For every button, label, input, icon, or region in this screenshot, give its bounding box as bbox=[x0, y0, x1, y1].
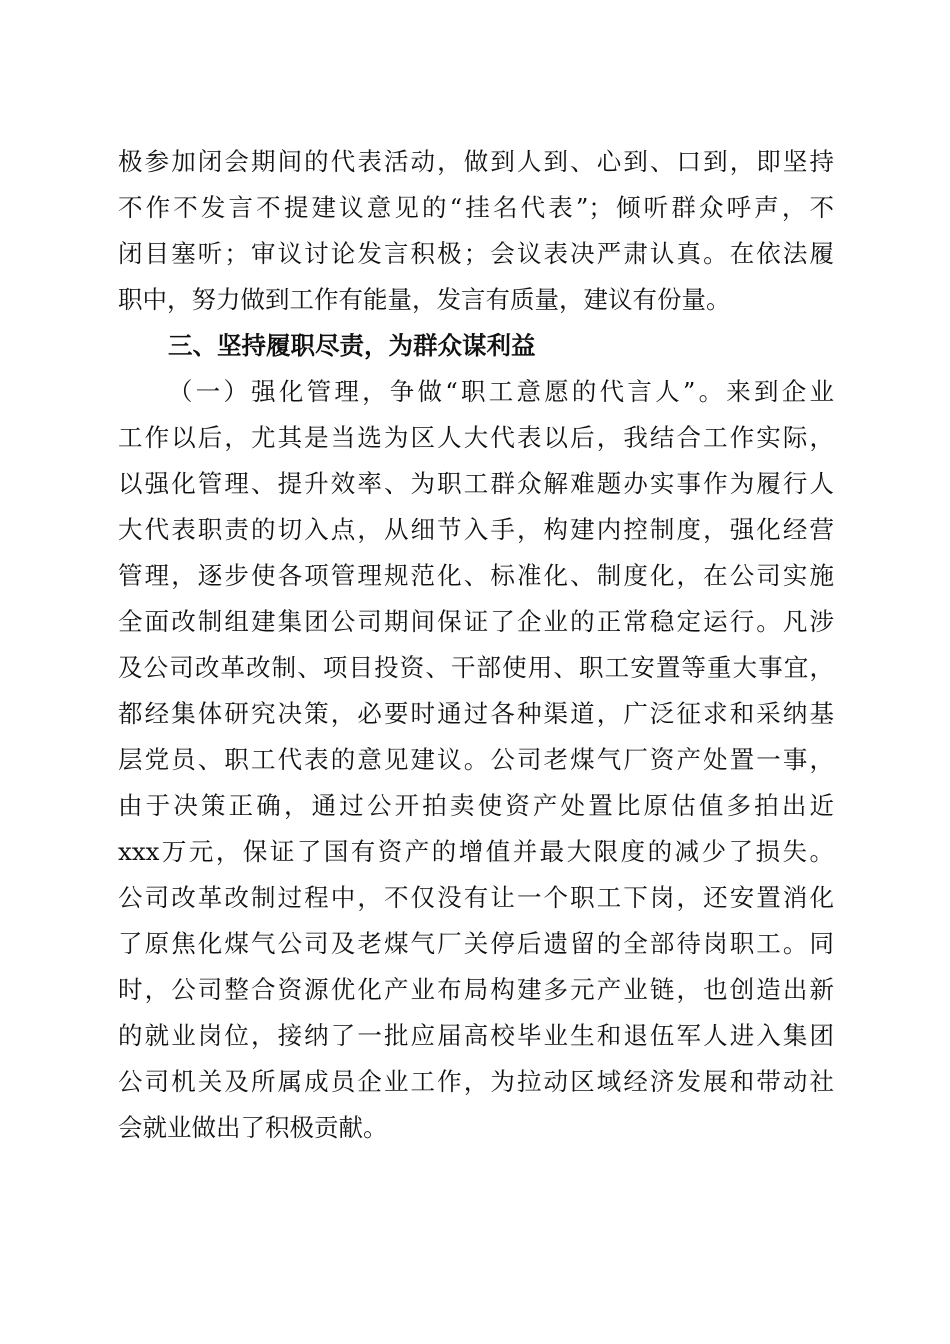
paragraph-2-line-4: 大代表职责的切入点，从细节入手，构建内控制度，强化经营 bbox=[118, 515, 834, 544]
paragraph-2-line-17: 会就业做出了积极贡献。 bbox=[118, 1113, 388, 1142]
paragraph-2-line-6: 全面改制组建集团公司期间保证了企业的正常稳定运行。凡涉 bbox=[118, 607, 834, 636]
paragraph-2-line-16: 公司机关及所属成员企业工作，为拉动区域经济发展和带动社 bbox=[118, 1067, 834, 1096]
paragraph-1-line-1: 极参加闭会期间的代表活动，做到人到、心到、口到，即坚持 bbox=[118, 147, 834, 176]
paragraph-2-line-2: 工作以后，尤其是当选为区人大代表以后，我结合工作实际， bbox=[118, 423, 834, 452]
paragraph-2-line-3: 以强化管理、提升效率、为职工群众解难题办实事作为履行人 bbox=[118, 469, 834, 498]
section-heading: 三、坚持履职尽责，为群众谋利益 bbox=[168, 331, 536, 360]
paragraph-2-line-14: 时，公司整合资源优化产业布局构建多元产业链，也创造出新 bbox=[118, 975, 834, 1004]
paragraph-1-line-3: 闭目塞听；审议讨论发言积极；会议表决严肃认真。在依法履 bbox=[118, 239, 834, 268]
paragraph-2-line-12: 公司改革改制过程中，不仅没有让一个职工下岗，还安置消化 bbox=[118, 883, 834, 912]
paragraph-2-line-7: 及公司改革改制、项目投资、干部使用、职工安置等重大事宜， bbox=[118, 653, 834, 682]
paragraph-2-line-9: 层党员、职工代表的意见建议。公司老煤气厂资产处置一事， bbox=[118, 745, 834, 774]
paragraph-2-line-10: 由于决策正确，通过公开拍卖使资产处置比原估值多拍出近 bbox=[118, 791, 834, 820]
paragraph-2-line-8: 都经集体研究决策，必要时通过各种渠道，广泛征求和采纳基 bbox=[118, 699, 834, 728]
paragraph-2-line-13: 了原焦化煤气公司及老煤气厂关停后遗留的全部待岗职工。同 bbox=[118, 929, 834, 958]
paragraph-2-line-11: xxx万元，保证了国有资产的增值并最大限度的减少了损失。 bbox=[118, 837, 834, 866]
paragraph-2-line-5: 管理，逐步使各项管理规范化、标准化、制度化，在公司实施 bbox=[118, 561, 834, 590]
paragraph-1-line-2: 不作不发言不提建议意见的“挂名代表”；倾听群众呼声，不 bbox=[118, 193, 834, 222]
paragraph-2-line-15: 的就业岗位，接纳了一批应届高校毕业生和退伍军人进入集团 bbox=[118, 1021, 834, 1050]
paragraph-1-line-4: 职中，努力做到工作有能量，发言有质量，建议有份量。 bbox=[118, 285, 731, 314]
paragraph-2-line-1: （一）强化管理，争做“职工意愿的代言人”。来到企业 bbox=[168, 377, 834, 406]
